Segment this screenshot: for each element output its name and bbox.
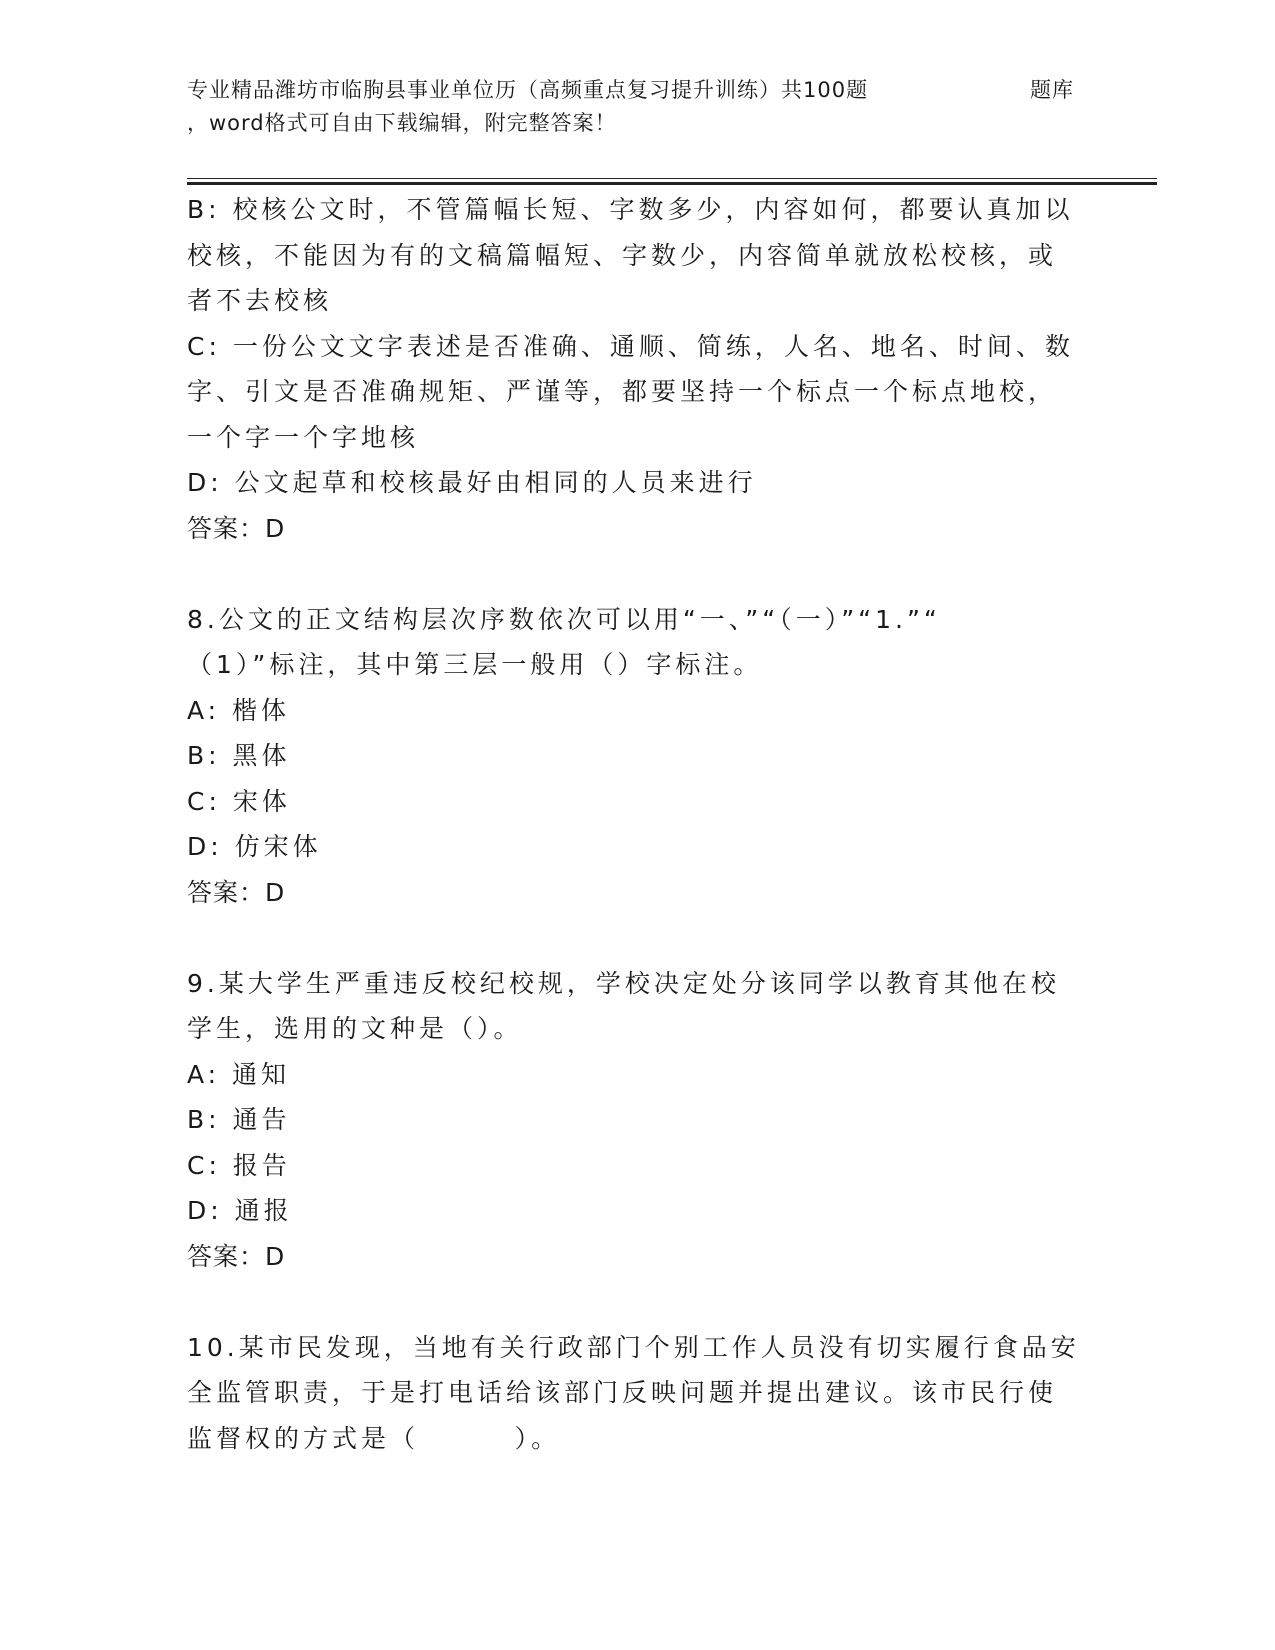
question-stem-line: 8.公文的正文结构层次序数依次可以用“一、”“（一）”“1.”“ (187, 604, 941, 634)
header-rule-thick (187, 182, 1157, 185)
question-8 (187, 597, 1087, 916)
q7-option-c (187, 324, 1087, 461)
document-body (187, 187, 1087, 1461)
option-a: A: 通知 (187, 1059, 291, 1089)
option-line: 者不去校核 (187, 286, 333, 315)
spacer (187, 551, 1087, 597)
question-stem-line: 全监管职责，于是打电话给该部门反映问题并提出建议。该市民行使 (187, 1378, 1058, 1407)
option-line: B: 校核公文时，不管篇幅长短、字数多少，内容如何，都要认真加以 (187, 195, 1074, 224)
spacer (187, 915, 1087, 961)
option-c: C: 宋体 (187, 786, 291, 816)
option-line: 校核，不能因为有的文稿篇幅短、字数少，内容简单就放松校核，或 (187, 240, 1058, 270)
header-rule-thin (187, 178, 1157, 179)
question-stem-line: （1）”标注，其中第三层一般用（）字标注。 (187, 650, 763, 679)
option-line: C: 一份公文文字表述是否准确、通顺、简练，人名、地名、时间、数 (187, 331, 1074, 361)
spacer (187, 1279, 1087, 1325)
answer: 答案：D (187, 1241, 286, 1271)
q7-option-b (187, 187, 1087, 324)
header-title-line2: ，word格式可自由下载编辑，附完整答案！ (187, 111, 617, 135)
option-d: D: 仿宋体 (187, 832, 322, 861)
option-d: D: 通报 (187, 1196, 293, 1225)
option-a: A: 楷体 (187, 695, 291, 725)
question-stem-line: 9.某大学生严重违反校纪校规，学校决定处分该同学以教育其他在校 (187, 968, 1060, 998)
question-stem-line: 监督权的方式是（ ）。 (187, 1423, 561, 1453)
option-line: 一个字一个字地核 (187, 422, 420, 452)
question-stem-line: 学生，选用的文种是（）。 (187, 1014, 523, 1043)
answer: 答案：D (187, 877, 286, 907)
option-b: B: 通告 (187, 1105, 291, 1134)
q7-answer: 答案：D (187, 513, 286, 543)
question-10 (187, 1325, 1087, 1462)
header-title-line1: 专业精品潍坊市临朐县事业单位历（高频重点复习提升训练）共100题 (187, 78, 869, 102)
header-title-right: 题库 (1030, 78, 1074, 102)
option-line: 字、引文是否准确规矩、严谨等，都要坚持一个标点一个标点地校， (187, 377, 1058, 406)
question-9 (187, 961, 1087, 1280)
option-c: C: 报告 (187, 1150, 291, 1180)
option-b: B: 黑体 (187, 741, 291, 770)
q7-option-d: D: 公文起草和校核最好由相同的人员来进行 (187, 468, 757, 497)
question-stem-line: 10.某市民发现，当地有关行政部门个别工作人员没有切实履行食品安 (187, 1332, 1080, 1362)
page-header (187, 74, 1157, 140)
